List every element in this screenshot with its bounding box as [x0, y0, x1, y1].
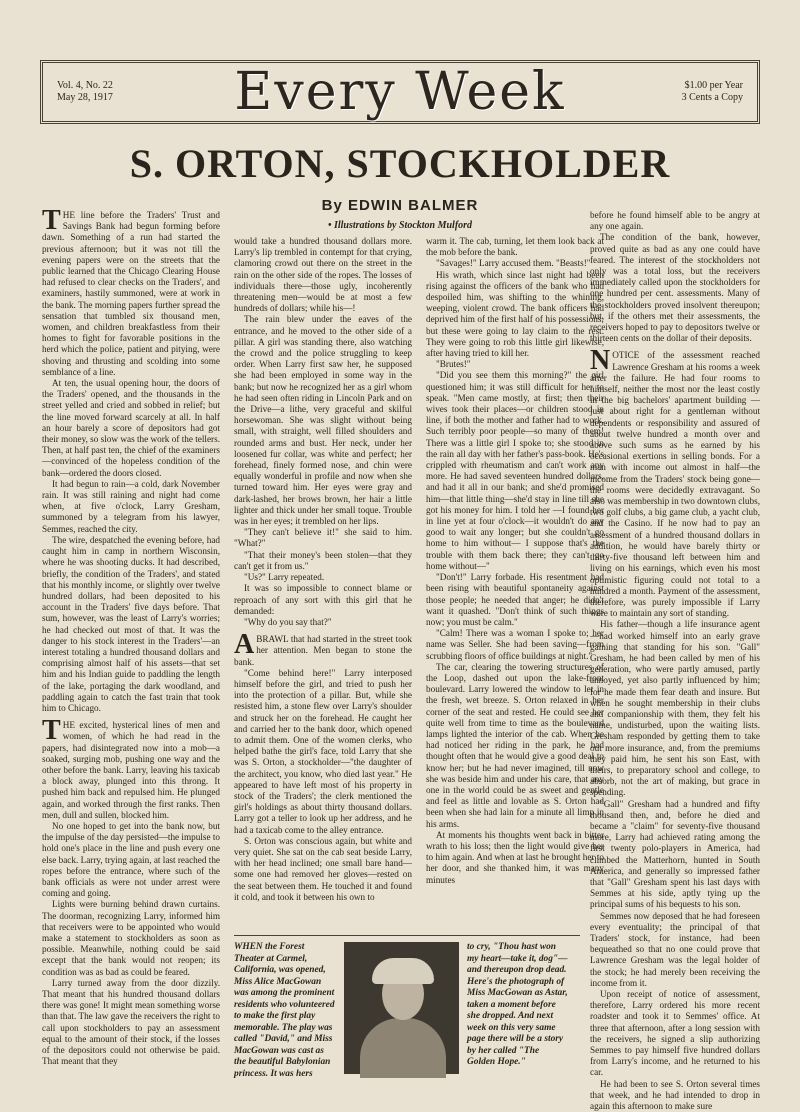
paragraph: ABRAWL that had started in the street took her attention. Men began to stone the bank. — [234, 629, 412, 667]
paragraph: warm it. The cab, turning, let them look back at the mob before the bank. — [426, 236, 604, 258]
volume-number: Vol. 4, No. 22 — [57, 80, 113, 91]
paragraph: "Brutes!" — [436, 359, 471, 370]
masthead-issue-info — [57, 80, 157, 104]
masthead-price-info — [643, 80, 743, 104]
illustration-credit-text: Illustrations by Stockton Mulford — [333, 220, 473, 231]
paragraph: "That their money's been stolen—that they can't get it from us." — [234, 549, 412, 571]
paragraph: "They can't believe it!" she said to him. "What?" — [234, 527, 412, 549]
illustration-credit: • Illustrations by Stockton Mulford — [327, 220, 473, 231]
paragraph: Lights were burning behind drawn curtains. The doorman, recognizing Larry, informed him that receivers were to be appointed who would make a statement to stockholders as soon as possible. Meanwhile, nothing could be said except that the bank would not reopen; its condition was as bad as could be feared. — [42, 899, 220, 977]
paragraph: THE excited, hysterical lines of men and women, of which he had read in the papers, had disintegrated now into a mob—a soaked, surging mob, pushing one way and the other before the bank. Larry, leaving his taxicab a block away, plunged into this throng. It pushed him back and repulsed him. He plunged again, and worked through the first ranks. Then men, dull and sullen, blocked him. — [42, 715, 220, 820]
paragraph: The wire, despatched the evening before, had caught him in camp in northern Wisconsin, where he was shooting ducks. It had described, briefly, the condition of the Traders', and stated that his monthly income, or slightly over twelve hundred dollars, had been deposited to his account in the Traders' five days before. That sum, however, was the least of Larry's worries; he had checked out most of that. It was the danger to his stock interest in the Traders'—an interest totaling a hundred thousand dollars and comprising almost half of his assets—that set him and his Indian guide to paddling the length of the lake, portaging the dark woodland, and paddling again to catch the fast train that took him to Chicago. — [42, 534, 220, 713]
paragraph: NOTICE of the assessment reached Lawrence Gresham at his rooms a week after the failure. He had four rooms to himself, neither the most nor the least costly in the big bachelors' apartment building —just about right for a gentleman without dependents or responsibility and assured of about twelve hundred a month over and above such sums as he earned by his occasional exertions in selling bonds. For a man with income out almost in half—the income from the Traders' stock being gone—the rooms were decidedly extravagant. So also was membership in two downtown clubs, two golf clubs, a big game club, a yacht club, and the Casino. If he now had to pay an assessment of a hundred thousand dollars in addition, he would have barely thirty or thirty-five thousand left between him and living on his earnings, which even his most optimistic figuring could not total to a hundred a month. Payment of the assessment, therefore, was purely impossible if Larry were to maintain any sort of standing. — [590, 345, 760, 619]
paragraph: He had been to see S. Orton several times that week, and he had intended to drop in again this afternoon to make sure — [590, 1078, 760, 1112]
paragraph: His wrath, which since last night had been rising against the officers of the bank who had despoiled him, was shifting to the whining, weeping, violent crowd. The bank officers had deprived him of the first half of his possessions; but these were going to lay claim to the rest. They were going to rob this little girl likewise, after having tried to kill her. — [426, 269, 604, 359]
article-byline: By EDWIN BALMER — [321, 197, 479, 214]
actress-photo — [344, 942, 459, 1074]
paragraph: "Come behind here!" Larry interposed himself before the girl, and tried to push her into the protection of a pillar. But, while she resisted him, a stone flew over Larry's shoulder and struck her on the forehead. He caught her and carried her to the bank door, which opened to admit them. One of the women clerks, who helped bathe the girl's face, told Larry that she was S. Orton, a stockholder—"the daughter of the architect, you know, who died last year." He appeared to have left most of his property in stock of the Traders'; the clerk mentioned the girl's holdings as about thirty thousand dollars. Larry got a teller to look up her address, and he had a taxicab come to the alley entrance. — [234, 667, 412, 835]
paragraph: Semmes now deposed that he had foreseen every eventuality; the principal of that Traders' stock, for instance, had been bequeathed so that no one could prove that Lawrence Gresham was the legal holder of the stock; he had merely been receiving the income from it. — [590, 910, 760, 988]
paragraph: "Gall" Gresham had a hundred and fifty thousand then, and, before he died and became a "claim" for seventy-five thousand more, Larry had achieved rating among the first twenty polo-players in America, had climbed the Matterhorn, hunted in South America, and generally so impressed father that "Gall" Gresham spent his last days with Semmes at his side, aptly tying up the principal sums of his bequests to his son. — [590, 798, 760, 910]
article-column-3 — [426, 236, 604, 930]
photo-caption-box — [234, 935, 580, 1085]
article-column-2 — [234, 236, 412, 930]
paragraph: "Did you see them this morning?" the girl questioned him; it was still difficult for her to speak. "Men came mostly, at first; then their wives took their places—or children stood in line, if both the mother and father had to work. Such terribly poor people—so many of them! There was a little girl I spoke to; she stood in the rain all day with her father's pass-book. He's crippled with rheumatism and can't work any more. He had saved seventeen hundred dollars, and had it all in our bank; and she'd promised him—that little thing—she'd stay in line till she got his money for him. I told her —I found her in line yet at four o'clock—it wouldn't do any good to wait any longer; but she couldn't go home to him without— I suppose that's the trouble with them back there; they can't go home without—" — [426, 370, 604, 571]
paragraph: No one hoped to get into the bank now, but the impulse of the day persisted—the impulse to hold one's place in the line and push every one else back. Larry, trying again, at last reached the ropes before the entrance, where such of the bank officials as were not under arrest were coming and going. — [42, 820, 220, 899]
price-per-year: $1.00 per Year — [684, 80, 743, 91]
paragraph: Larry turned away from the door dizzily. That meant that his hundred thousand dollars there was gone! It might mean something worse than that. The law gave the receivers the right to call upon stockholders to pay an assessment equal to the amount of their stock, if the losses of the depositors could not otherwise be paid. That meant that they — [42, 977, 220, 1067]
paragraph: THE line before the Traders' Trust and Savings Bank had begun forming before dawn. Something of a run had started the previous afternoon; but it was not till the evening papers were on the streets that the public learned that the Chicago Clearing House had refused to clear checks on the Traders', and examiners, hastily summoned, were at work in the bank. The morning papers further spread the sensation that tumbled six thousand men, women, and children breakfastless from their homes to fight for favorable positions in the herd which the police, patient and pitying, were shoving and thrusting and scolding into some semblance of a line. — [42, 205, 220, 377]
paragraph: The condition of the bank, however, proved quite as bad as any one could have feared. The interest of the stockholders not only was a total loss, but the receivers immediately called upon the stockholders for one hundred per cent. assessments. Many of the stockholders proved insolvent thereupon; but, if the others met their assessments, the receivers hoped to pay to depositors twelve or thirteen cents on the dollar of their deposits. — [590, 232, 760, 344]
masthead — [40, 60, 760, 124]
photo-figure-headdress — [372, 958, 434, 984]
photo-figure-body — [360, 1018, 446, 1078]
article-column-1 — [42, 205, 220, 1085]
paragraph: "Savages!" Larry accused them. "Beasts!" — [436, 258, 591, 269]
paragraph: The car, clearing the towering structures of the Loop, dashed out upon the lake-front boulevard. Larry lowered the window to let in the fresh, wet breeze. S. Orton relaxed in her corner of the seat and rested. He could see her quite well from time to time as the boulevard lamps lighted the interior of the cab. When he had noticed her riding in the park, he had thought often that he would give a good deal to know her; but he had never imagined, till now she was beside him and under his care, that any one in the world could be as sweet and gentle and feel as little and lovable as S. Orton had been when she had lain for a minute all limp in his arms. — [426, 661, 604, 829]
paragraph: S. Orton was conscious again, but white and very quiet. She sat on the cab seat beside Larry, with her head inclined; one small bare hand—some one had removed her gloves—rested on the seat between them. He touched it and found it cold, and took it between his own to — [234, 835, 412, 902]
magazine-title: Every Week — [234, 62, 566, 122]
paragraph: His father—though a life insurance agent—had worked himself into an early grave gaining that standing for his son. "Gall" Gresham, he had been called by men of his generation, who were partly amused, partly annoyed, yet also partly influenced by him; for he made them fear death and insure. But when he sought membership in their clubs and companionship with them, they felt his name, undisturbed, upon the waiting lists. Gresham responded by getting them to take out more insurance, and, from the premiums they paid him, he sent his son East, with theirs, to preparatory school and college, to absorb, not the art of making, but grace in spending. — [590, 619, 760, 798]
paragraph: would take a hundred thousand dollars more. Larry's lip trembled in contempt for that crying, clamoring crowd out there on the street in the rain on the other side of the ropes. The losses of individuals there—those ugly, incoherently threatening men—would be at most a few hundreds of dollars; while his—! — [234, 236, 412, 314]
caption-right: to cry, "Thou hast won my heart—take it, dog"—and thereupon drop dead. Here's the photograph of Miss MacGowan as Astar, taken a moment before she dropped. And next week on this very same page there will be a story by her called "The Golden Hope." — [467, 942, 568, 1067]
paragraph: "Why do you say that?" — [244, 616, 332, 627]
paragraph: It had begun to rain—a cold, dark November rain. It was still raining and night had come when, at five o'clock, Larry Gresham, summoned by a telegram from his lawyer, Semmes, reached the city. — [42, 478, 220, 534]
paragraph: At moments his thoughts went back in bitter wrath to his loss; then the light would give her to him again. And when at last he brought her to her door, and she thanked him, it was many minutes — [426, 829, 604, 885]
price-per-copy: 3 Cents a Copy — [681, 92, 743, 103]
paragraph: It was so impossible to connect blame or reproach of any sort with this girl that he demanded: — [234, 583, 412, 616]
caption-left: WHEN the Forest Theater at Carmel, California, was opened, Miss Alice MacGowan was among the prominent residents who volunteered to make the first play memorable. The play was called "David," and Miss MacGowan was cast as the beautiful Babylonian princess. It was hers — [234, 942, 335, 1079]
paragraph: "Don't!" Larry forbade. His resentment had been rising with beautiful spontaneity against those people; he needed that anger; he didn't want it quashed. "Don't think of such things now; you must be calm." — [426, 572, 604, 627]
paragraph: before he found himself able to be angry at any one again. — [590, 210, 760, 232]
paragraph: "Calm! There was a woman I spoke to; her name was Seller. She had been saving—from scrubbing floors of office buildings at night." — [426, 628, 604, 661]
paragraph: "Us?" Larry repeated. — [244, 572, 325, 583]
paragraph: At ten, the usual opening hour, the doors of the Traders' opened, and the thousands in the street yelled and cried and sobbed in relief; but the line moved forward scarcely at all. In half an hour barely a score of depositors had got their money, so slow was the work of the tellers. Then, at half past ten, the chief of the examiners—convinced of the hopeless condition of the bank—ordered the doors closed. — [42, 378, 220, 478]
paragraph: Upon receipt of notice of assessment, therefore, Larry ordered his more recent roadster and took it to Semmes' office. At three that afternoon, after a long session with the receivers, he signed a slip authorizing Semmes to pay himself five hundred dollars from Larry's income, and he returned to his car. — [590, 989, 760, 1078]
issue-date: May 28, 1917 — [57, 92, 113, 103]
article-column-4 — [590, 210, 760, 1112]
article-headline: S. ORTON, STOCKHOLDER — [129, 141, 671, 186]
paragraph: The rain blew under the eaves of the entrance, and he moved to the other side of a pillar. A girl was standing there, also watching the crowd and the police struggling to keep order. When Larry first saw her, he supposed she had been employed in some way in the bank; but now he recognized her as a girl whom he had seen often riding in Lincoln Park and on the Drive—a lithe, very graceful and skilful horsewoman. She was slight without being small, with straight, well filled shoulders and rounded arms and bust. Her neck, under her loosened fur collar, was white and perfect; her forehead, finely formed nose, and chin were equally wonderful in profile and now when she turned toward him. Her eyes were gray and dark-lashed, her brows brown, her hair a little lighter and thick under her small toque. Trouble was in her eyes; it trembled on her lips. — [234, 314, 412, 527]
